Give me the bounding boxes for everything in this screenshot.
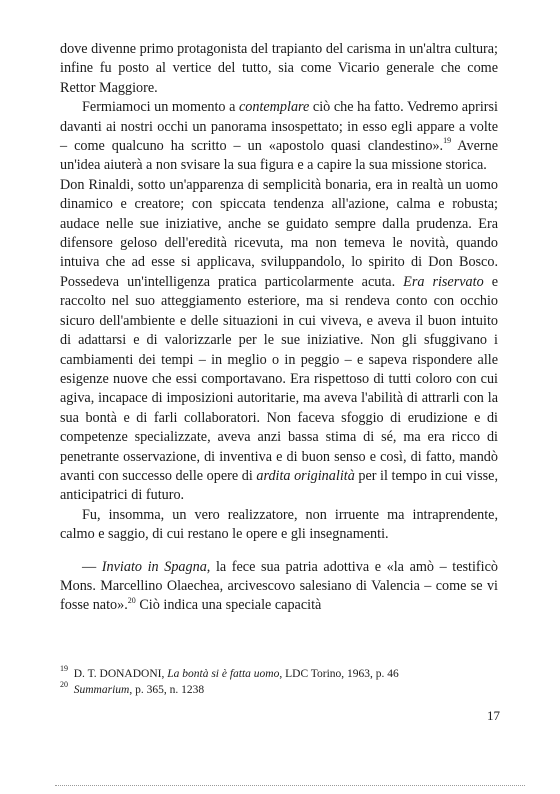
paragraph [60,98,498,176]
footnotes [60,666,500,698]
text-run: , la fece sua patria adottiva e «la amò – testificò Mons. Marcellino Olaechea, arcivescovo salesiano di Valencia – come se vi fosse nato». [60,558,498,614]
text-run: , LDC Torino, 1963, p. 46 [279,668,399,680]
text-run: e raccolto nel suo atteggiamento esteriore, ma si rendeva conto con occhio sicuro dell'ambiente e delle situazioni in cui viveva, e aveva il buon intuito di adattarsi e di valorizzarle per le sue iniziative. Non gli sfuggivano i cambiamenti dei tempi – in meglio o in peggio – e sapeva rispondere alle esigenze nuove che essi comportavano. Era rispettoso di tutti coloro con cui agiva, incapace di imposizioni autoritarie, ma aveva l'abilità di attrarli con la sua bontà e di farli collaboratori. Non faceva sfoggio di erudizione e di competenze specializzate, aveva anzi bassa stima di sé, ma era ricco di penetrante osservazione, di inventiva e di buon senso e così, di fatto, mandò avanti con successo delle opere di [60,273,498,484]
italic-text: contemplare [238,99,310,116]
footnote-number: 20 [60,680,68,690]
text-run: ciò che ha fatto. Vedremo aprirsi davanti ai nostri occhi un panorama insospettato; in esso egli appare a volte – come qualcuno ha scritto – un «apostolo quasi clandestino». [60,99,498,155]
text-run: Averne un'idea aiuterà a non svisare la sua figura e a capire la sua missione storica. [60,138,498,174]
text-run: Don Rinaldi, sotto un'apparenza di semplicità bonaria, era in realtà un uomo dinamico e creatore; con spiccata tendenza all'azione, calma e robusta; audace nelle sue iniziative, anche se guidato sempre dalla prudenza. Era difensore geloso dell'eredità ricevuta, ma non temeva le novità, quando intuiva che ad esse si applicava, sviluppandolo, lo spirito di Don Bosco. Possedeva un'intelligenza pratica particolarmente acuta. [60,176,498,290]
paragraph [60,176,498,506]
paragraph [60,40,498,98]
text-run: dove divenne primo protagonista del trapianto del carisma in un'altra cultura; infine fu posto al vertice del tutto, sia come Vicario generale che come Rettor Maggiore. [60,41,498,96]
text-run: , p. 365, n. 1238 [129,684,205,696]
text-run: Fu, insomma, un vero realizzatore, non irruente ma intraprendente, calmo e saggio, di cui restano le opere e gli insegnamenti. [60,506,498,543]
paragraph [60,506,498,545]
text-run: Fermiamoci un momento a [82,99,239,116]
body-text [60,40,498,616]
page-number: 17 [487,708,500,723]
italic-text: Inviato in Spagna [101,558,207,575]
text-run: Ciò indica una speciale capacità [135,597,322,614]
text-run: per il tempo in cui visse, anticipatrici di futuro. [60,467,498,504]
italic-text: Era riservato [403,273,484,290]
italic-text: ardita originalità [256,467,355,484]
italic-text: Summarium [73,684,130,696]
paragraph [60,558,498,616]
footnote-ref: 19 [443,136,452,146]
footnote-number: 19 [60,664,68,674]
footnote [60,666,500,682]
footnote [60,682,500,698]
text-run: — [82,558,102,575]
footnote-ref: 20 [127,595,136,605]
italic-text: La bontà si è fatta uomo [167,668,280,680]
scan-artifact-line [55,785,525,786]
text-run: D. T. DONADONI, [73,668,168,680]
